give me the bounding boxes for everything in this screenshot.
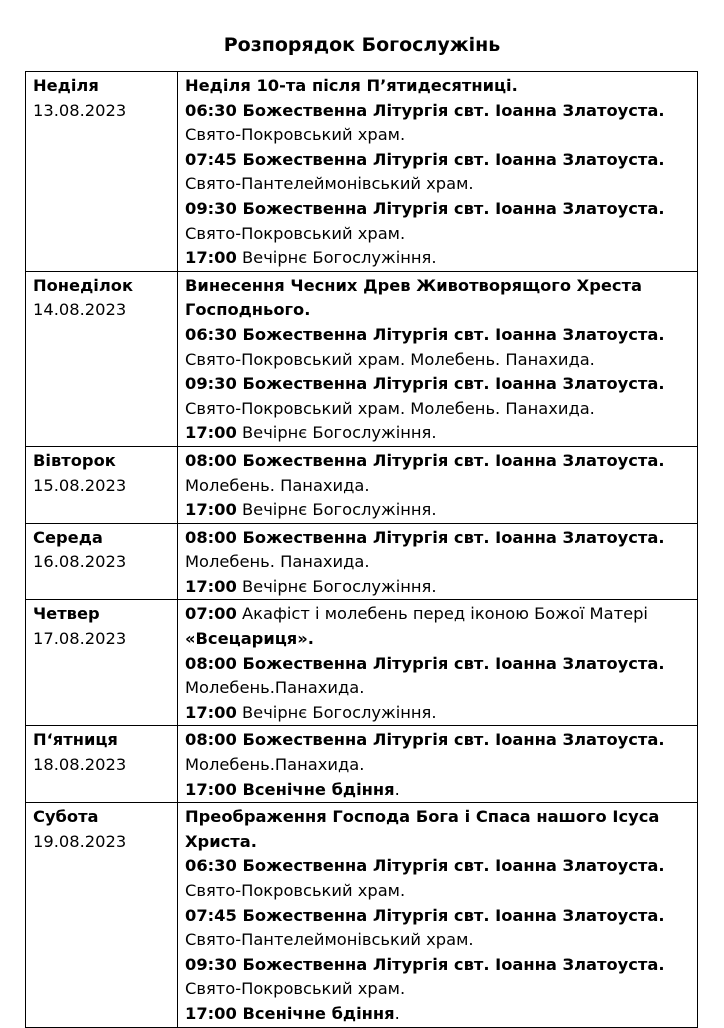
day-name: Вівторок <box>33 450 116 470</box>
page-title: Розпорядок Богослужінь <box>223 34 501 56</box>
service-line <box>185 753 693 778</box>
service-line-bold: 17:00 Всенічне бдіння <box>185 779 395 799</box>
service-line <box>185 99 693 124</box>
service-line-text: Молебень. Панахида. <box>185 475 370 495</box>
service-line <box>185 550 693 575</box>
service-line <box>185 274 693 323</box>
day-cell <box>26 446 178 523</box>
service-line-bold: «Всецариця». <box>185 629 314 649</box>
service-line <box>185 652 693 677</box>
service-line <box>185 246 693 271</box>
service-line <box>185 372 693 397</box>
service-line-bold: 08:00 Божественна Літургія свт. Іоанна Златоуста. <box>185 450 665 470</box>
day-cell <box>26 726 178 803</box>
service-line <box>185 805 693 854</box>
events-cell <box>178 523 698 600</box>
service-line-bold: 09:30 Божественна Літургія свт. Іоанна Златоуста. <box>185 374 665 394</box>
service-line-bold: 06:30 Божественна Літургія свт. Іоанна Златоуста. <box>185 100 665 120</box>
service-line-bold: 07:45 Божественна Літургія свт. Іоанна Златоуста. <box>185 905 665 925</box>
schedule-row <box>26 600 698 726</box>
service-line <box>185 627 693 652</box>
service-line <box>185 854 693 879</box>
service-line-bold: 08:00 Божественна Літургія свт. Іоанна Златоуста. <box>185 527 665 547</box>
service-line <box>185 323 693 348</box>
day-date: 19.08.2023 <box>33 831 127 851</box>
service-line-text: Свято-Покровський храм. <box>185 125 406 145</box>
service-line-bold: 06:30 Божественна Літургія свт. Іоанна Златоуста. <box>185 324 665 344</box>
service-line-bold: 07:00 <box>185 604 237 624</box>
service-line <box>185 977 693 1002</box>
service-line-bold: Неділя 10-та після П’ятидесятниці. <box>185 76 518 95</box>
service-line-text: . <box>394 779 400 799</box>
day-name: Понеділок <box>33 275 133 295</box>
service-line-bold: 17:00 <box>185 702 237 722</box>
service-line-text: Молебень.Панахида. <box>185 678 365 698</box>
day-name: Четвер <box>33 604 100 624</box>
service-line-bold: 17:00 <box>185 423 237 443</box>
day-date: 13.08.2023 <box>33 100 127 120</box>
service-line-text: Молебень.Панахида. <box>185 755 365 775</box>
service-line <box>185 526 693 551</box>
service-line-text: Свято-Покровський храм. <box>185 223 406 243</box>
service-line <box>185 348 693 373</box>
service-line <box>185 1002 693 1027</box>
service-line-bold: 06:30 Божественна Літургія свт. Іоанна Златоуста. <box>185 856 665 876</box>
service-line <box>185 197 693 222</box>
service-line <box>185 904 693 929</box>
service-line-text: Молебень. Панахида. <box>185 552 370 572</box>
events-cell <box>178 600 698 726</box>
day-cell <box>26 271 178 446</box>
day-cell <box>26 523 178 600</box>
day-name: Неділя <box>33 76 99 95</box>
service-line-bold: 17:00 <box>185 500 237 520</box>
service-line-text: Свято-Покровський храм. <box>185 979 406 999</box>
service-line-text: Свято-Покровський храм. Молебень. Панахида. <box>185 349 595 369</box>
service-line <box>185 575 693 600</box>
service-line <box>185 728 693 753</box>
service-line-text: Свято-Покровський храм. <box>185 881 406 900</box>
schedule-row <box>26 72 698 272</box>
service-line-text: Вечірнє Богослужіння. <box>236 576 437 596</box>
service-line-bold: 07:45 Божественна Літургія свт. Іоанна Златоуста. <box>185 149 665 169</box>
service-line-bold: Преображення Господа Бога і Спаса нашого Ісуса Христа. <box>185 807 660 851</box>
service-line <box>185 421 693 446</box>
service-line-text: Свято-Пантелеймонівський храм. <box>185 174 474 194</box>
service-line-text: Свято-Покровський храм. Молебень. Панахида. <box>185 398 595 418</box>
service-line-text: Свято-Пантелеймонівський храм. <box>185 930 474 950</box>
service-line-bold: 17:00 <box>185 248 237 268</box>
service-line <box>185 449 693 474</box>
schedule-row <box>26 446 698 523</box>
service-line <box>185 879 693 904</box>
service-line-text: Акафіст і молебень перед іконою Божої Матері <box>236 604 648 624</box>
service-line-bold: 09:30 Божественна Літургія свт. Іоанна Златоуста. <box>185 954 665 974</box>
service-line <box>185 953 693 978</box>
schedule-row <box>26 803 698 1027</box>
service-line <box>185 474 693 499</box>
schedule-row <box>26 726 698 803</box>
service-line <box>185 397 693 422</box>
schedule-row <box>26 271 698 446</box>
service-line-bold: 17:00 Всенічне бдіння <box>185 1003 395 1023</box>
day-date: 18.08.2023 <box>33 755 127 775</box>
service-line-text: . <box>394 1003 400 1023</box>
service-line-bold: 08:00 Божественна Літургія свт. Іоанна Златоуста. <box>185 653 665 673</box>
events-cell <box>178 803 698 1027</box>
service-line-text: Вечірнє Богослужіння. <box>236 423 437 443</box>
events-cell <box>178 271 698 446</box>
service-line <box>185 148 693 173</box>
day-cell <box>26 72 178 272</box>
service-line-bold: 08:00 Божественна Літургія свт. Іоанна Златоуста. <box>185 730 665 750</box>
service-line <box>185 928 693 953</box>
schedule-row <box>26 523 698 600</box>
day-date: 14.08.2023 <box>33 300 127 320</box>
schedule-table <box>25 71 698 1028</box>
service-line <box>185 74 693 99</box>
service-line-bold: Винесення Чесних Древ Животворящого Хреста Господнього. <box>185 275 642 320</box>
events-cell <box>178 726 698 803</box>
service-line <box>185 498 693 523</box>
service-line-bold: 09:30 Божественна Літургія свт. Іоанна Златоуста. <box>185 198 665 218</box>
day-date: 16.08.2023 <box>33 552 127 572</box>
service-line <box>185 676 693 701</box>
service-line <box>185 701 693 726</box>
day-date: 17.08.2023 <box>33 629 127 649</box>
service-line-text: Вечірнє Богослужіння. <box>236 500 437 520</box>
service-line-bold: 17:00 <box>185 576 237 596</box>
service-line <box>185 602 693 627</box>
service-line-text: Вечірнє Богослужіння. <box>236 248 437 268</box>
service-line <box>185 123 693 148</box>
service-line <box>185 172 693 197</box>
events-cell <box>178 72 698 272</box>
service-line <box>185 222 693 247</box>
day-name: П‘ятниця <box>33 730 118 750</box>
day-name: Субота <box>33 807 99 827</box>
service-line-text: Вечірнє Богослужіння. <box>236 702 437 722</box>
service-line <box>185 778 693 803</box>
day-cell <box>26 600 178 726</box>
day-date: 15.08.2023 <box>33 475 127 495</box>
day-name: Середа <box>33 527 103 547</box>
events-cell <box>178 446 698 523</box>
day-cell <box>26 803 178 1027</box>
